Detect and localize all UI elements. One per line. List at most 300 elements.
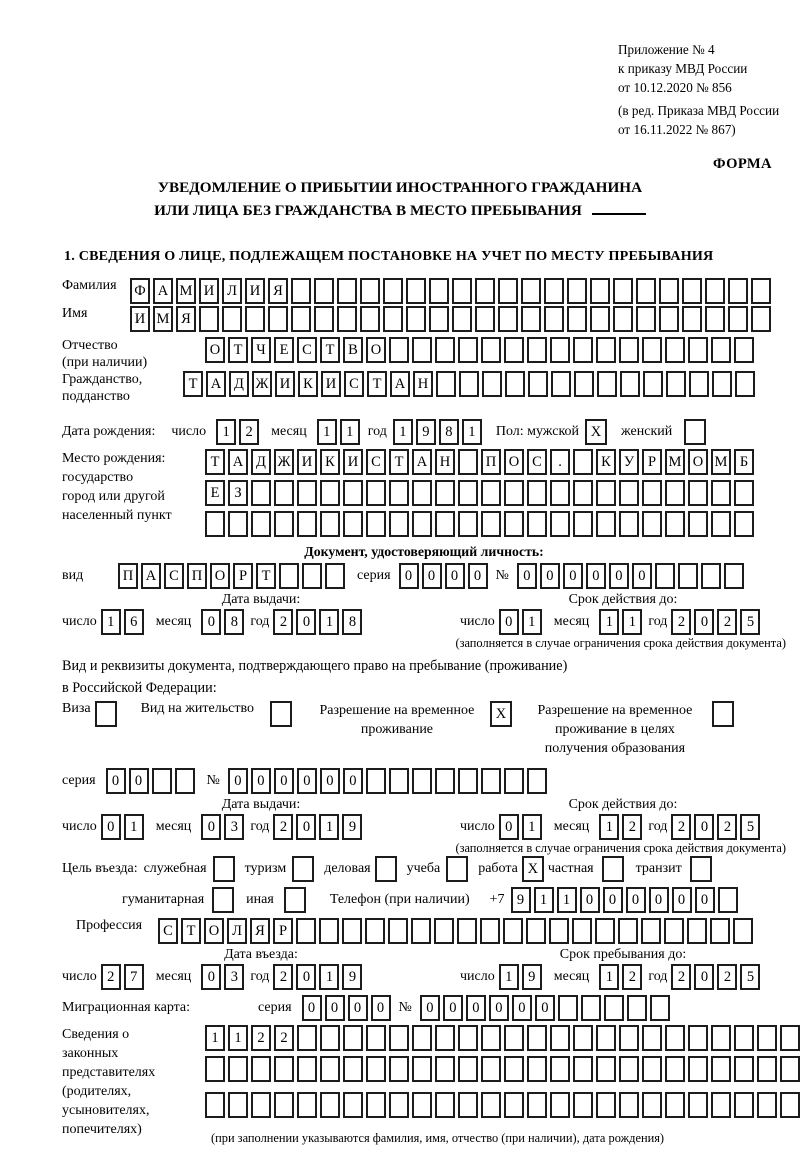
- char-cell[interactable]: [152, 768, 172, 794]
- char-cell[interactable]: [320, 1056, 340, 1082]
- char-cell[interactable]: [596, 1025, 616, 1051]
- char-cell[interactable]: [573, 1025, 593, 1051]
- char-cell[interactable]: [642, 1056, 662, 1082]
- char-cell[interactable]: [297, 511, 317, 537]
- purpose-business-checkbox[interactable]: [375, 856, 397, 882]
- char-cell[interactable]: 1: [101, 609, 121, 635]
- char-cell[interactable]: [573, 337, 593, 363]
- char-cell[interactable]: [620, 371, 640, 397]
- char-cell[interactable]: [643, 371, 663, 397]
- char-cell[interactable]: [550, 1025, 570, 1051]
- char-cell[interactable]: [366, 1056, 386, 1082]
- char-cell[interactable]: [459, 371, 479, 397]
- char-cell[interactable]: [527, 480, 547, 506]
- char-cell[interactable]: [389, 480, 409, 506]
- char-cell[interactable]: 0: [296, 814, 316, 840]
- char-cell[interactable]: [482, 371, 502, 397]
- char-cell[interactable]: [701, 563, 721, 589]
- char-cell[interactable]: 0: [320, 768, 340, 794]
- char-cell[interactable]: [458, 511, 478, 537]
- char-cell[interactable]: 2: [671, 609, 691, 635]
- char-cell[interactable]: [481, 337, 501, 363]
- char-cell[interactable]: [228, 1092, 248, 1118]
- char-cell[interactable]: [389, 768, 409, 794]
- char-cell[interactable]: [279, 563, 299, 589]
- char-cell[interactable]: 0: [586, 563, 606, 589]
- char-cell[interactable]: [319, 918, 339, 944]
- char-cell[interactable]: Д: [251, 449, 271, 475]
- char-cell[interactable]: 1: [228, 1025, 248, 1051]
- char-cell[interactable]: [365, 918, 385, 944]
- char-cell[interactable]: [650, 995, 670, 1021]
- char-cell[interactable]: 0: [540, 563, 560, 589]
- char-cell[interactable]: [475, 306, 495, 332]
- char-cell[interactable]: Р: [233, 563, 253, 589]
- char-cell[interactable]: [320, 1092, 340, 1118]
- char-cell[interactable]: [320, 1025, 340, 1051]
- char-cell[interactable]: [268, 306, 288, 332]
- char-cell[interactable]: [366, 768, 386, 794]
- char-cell[interactable]: [366, 511, 386, 537]
- char-cell[interactable]: 7: [124, 964, 144, 990]
- char-cell[interactable]: [481, 1092, 501, 1118]
- char-cell[interactable]: 0: [420, 995, 440, 1021]
- char-cell[interactable]: О: [204, 918, 224, 944]
- char-cell[interactable]: [544, 278, 564, 304]
- char-cell[interactable]: [435, 480, 455, 506]
- purpose-transit-checkbox[interactable]: [690, 856, 712, 882]
- char-cell[interactable]: [551, 371, 571, 397]
- char-cell[interactable]: Е: [274, 337, 294, 363]
- char-cell[interactable]: Ж: [252, 371, 272, 397]
- char-cell[interactable]: 0: [649, 887, 669, 913]
- char-cell[interactable]: 5: [740, 609, 760, 635]
- char-cell[interactable]: 0: [580, 887, 600, 913]
- char-cell[interactable]: Т: [183, 371, 203, 397]
- char-cell[interactable]: [780, 1056, 800, 1082]
- char-cell[interactable]: 0: [603, 887, 623, 913]
- char-cell[interactable]: [251, 511, 271, 537]
- char-cell[interactable]: С: [297, 337, 317, 363]
- char-cell[interactable]: 1: [522, 814, 542, 840]
- char-cell[interactable]: 8: [224, 609, 244, 635]
- char-cell[interactable]: [435, 337, 455, 363]
- char-cell[interactable]: [475, 278, 495, 304]
- char-cell[interactable]: [655, 563, 675, 589]
- char-cell[interactable]: [412, 511, 432, 537]
- char-cell[interactable]: 0: [201, 609, 221, 635]
- char-cell[interactable]: [712, 371, 732, 397]
- char-cell[interactable]: [343, 1092, 363, 1118]
- char-cell[interactable]: [527, 768, 547, 794]
- char-cell[interactable]: И: [199, 278, 219, 304]
- char-cell[interactable]: [619, 1025, 639, 1051]
- char-cell[interactable]: 1: [599, 609, 619, 635]
- char-cell[interactable]: [343, 1056, 363, 1082]
- char-cell[interactable]: [596, 1092, 616, 1118]
- char-cell[interactable]: [343, 511, 363, 537]
- char-cell[interactable]: [504, 1025, 524, 1051]
- char-cell[interactable]: [595, 918, 615, 944]
- char-cell[interactable]: [728, 306, 748, 332]
- char-cell[interactable]: [222, 306, 242, 332]
- char-cell[interactable]: А: [141, 563, 161, 589]
- sex-female-checkbox[interactable]: [684, 419, 706, 445]
- char-cell[interactable]: 2: [717, 964, 737, 990]
- char-cell[interactable]: [550, 480, 570, 506]
- char-cell[interactable]: [199, 306, 219, 332]
- char-cell[interactable]: [636, 306, 656, 332]
- char-cell[interactable]: 1: [499, 964, 519, 990]
- char-cell[interactable]: [613, 278, 633, 304]
- char-cell[interactable]: [342, 918, 362, 944]
- char-cell[interactable]: 0: [422, 563, 442, 589]
- char-cell[interactable]: О: [210, 563, 230, 589]
- residence-permit-checkbox[interactable]: [270, 701, 292, 727]
- char-cell[interactable]: 1: [216, 419, 236, 445]
- char-cell[interactable]: [458, 1092, 478, 1118]
- char-cell[interactable]: 0: [512, 995, 532, 1021]
- char-cell[interactable]: [659, 306, 679, 332]
- char-cell[interactable]: [251, 1092, 271, 1118]
- char-cell[interactable]: 0: [274, 768, 294, 794]
- char-cell[interactable]: [705, 278, 725, 304]
- char-cell[interactable]: [642, 1025, 662, 1051]
- char-cell[interactable]: [596, 337, 616, 363]
- char-cell[interactable]: [678, 563, 698, 589]
- char-cell[interactable]: 9: [342, 814, 362, 840]
- char-cell[interactable]: [596, 511, 616, 537]
- char-cell[interactable]: [389, 1056, 409, 1082]
- char-cell[interactable]: [618, 918, 638, 944]
- char-cell[interactable]: А: [390, 371, 410, 397]
- char-cell[interactable]: [412, 1056, 432, 1082]
- char-cell[interactable]: С: [344, 371, 364, 397]
- char-cell[interactable]: Р: [273, 918, 293, 944]
- char-cell[interactable]: [458, 449, 478, 475]
- char-cell[interactable]: 2: [101, 964, 121, 990]
- char-cell[interactable]: Т: [228, 337, 248, 363]
- char-cell[interactable]: [389, 337, 409, 363]
- char-cell[interactable]: О: [504, 449, 524, 475]
- char-cell[interactable]: 1: [319, 964, 339, 990]
- char-cell[interactable]: [458, 480, 478, 506]
- char-cell[interactable]: [780, 1092, 800, 1118]
- char-cell[interactable]: [734, 480, 754, 506]
- char-cell[interactable]: Л: [227, 918, 247, 944]
- char-cell[interactable]: 0: [201, 814, 221, 840]
- char-cell[interactable]: С: [158, 918, 178, 944]
- char-cell[interactable]: [688, 480, 708, 506]
- char-cell[interactable]: [458, 1056, 478, 1082]
- char-cell[interactable]: [705, 306, 725, 332]
- temp-residence-education-checkbox[interactable]: [712, 701, 734, 727]
- char-cell[interactable]: [205, 1092, 225, 1118]
- char-cell[interactable]: [619, 337, 639, 363]
- char-cell[interactable]: 0: [371, 995, 391, 1021]
- char-cell[interactable]: 1: [124, 814, 144, 840]
- char-cell[interactable]: [757, 1056, 777, 1082]
- char-cell[interactable]: [503, 918, 523, 944]
- char-cell[interactable]: [549, 918, 569, 944]
- char-cell[interactable]: [734, 511, 754, 537]
- char-cell[interactable]: С: [164, 563, 184, 589]
- char-cell[interactable]: [337, 278, 357, 304]
- char-cell[interactable]: 0: [297, 768, 317, 794]
- char-cell[interactable]: 0: [348, 995, 368, 1021]
- char-cell[interactable]: [572, 918, 592, 944]
- char-cell[interactable]: [527, 1092, 547, 1118]
- char-cell[interactable]: [297, 1092, 317, 1118]
- char-cell[interactable]: [504, 511, 524, 537]
- char-cell[interactable]: [366, 1025, 386, 1051]
- char-cell[interactable]: [590, 278, 610, 304]
- char-cell[interactable]: Б: [734, 449, 754, 475]
- char-cell[interactable]: [360, 306, 380, 332]
- char-cell[interactable]: 0: [499, 609, 519, 635]
- char-cell[interactable]: [481, 1025, 501, 1051]
- purpose-study-checkbox[interactable]: [446, 856, 468, 882]
- char-cell[interactable]: [757, 1025, 777, 1051]
- char-cell[interactable]: [627, 995, 647, 1021]
- char-cell[interactable]: 0: [296, 609, 316, 635]
- char-cell[interactable]: А: [412, 449, 432, 475]
- char-cell[interactable]: [457, 918, 477, 944]
- char-cell[interactable]: [734, 337, 754, 363]
- purpose-humanitarian-checkbox[interactable]: [212, 887, 234, 913]
- char-cell[interactable]: 0: [609, 563, 629, 589]
- char-cell[interactable]: [665, 480, 685, 506]
- char-cell[interactable]: 0: [399, 563, 419, 589]
- char-cell[interactable]: 1: [319, 814, 339, 840]
- char-cell[interactable]: 0: [489, 995, 509, 1021]
- char-cell[interactable]: [711, 1056, 731, 1082]
- char-cell[interactable]: [458, 337, 478, 363]
- char-cell[interactable]: [751, 278, 771, 304]
- char-cell[interactable]: [550, 1056, 570, 1082]
- char-cell[interactable]: А: [228, 449, 248, 475]
- char-cell[interactable]: 0: [445, 563, 465, 589]
- char-cell[interactable]: 8: [342, 609, 362, 635]
- char-cell[interactable]: [735, 371, 755, 397]
- char-cell[interactable]: 1: [557, 887, 577, 913]
- char-cell[interactable]: [251, 480, 271, 506]
- char-cell[interactable]: [734, 1092, 754, 1118]
- char-cell[interactable]: [751, 306, 771, 332]
- char-cell[interactable]: [297, 1025, 317, 1051]
- char-cell[interactable]: [337, 306, 357, 332]
- char-cell[interactable]: 0: [106, 768, 126, 794]
- char-cell[interactable]: [682, 278, 702, 304]
- char-cell[interactable]: 0: [228, 768, 248, 794]
- char-cell[interactable]: Я: [250, 918, 270, 944]
- char-cell[interactable]: [274, 480, 294, 506]
- char-cell[interactable]: [412, 1025, 432, 1051]
- char-cell[interactable]: 1: [340, 419, 360, 445]
- char-cell[interactable]: [504, 337, 524, 363]
- char-cell[interactable]: [412, 1092, 432, 1118]
- char-cell[interactable]: [320, 511, 340, 537]
- char-cell[interactable]: [504, 480, 524, 506]
- char-cell[interactable]: 0: [302, 995, 322, 1021]
- char-cell[interactable]: К: [320, 449, 340, 475]
- char-cell[interactable]: [297, 1056, 317, 1082]
- char-cell[interactable]: [664, 918, 684, 944]
- char-cell[interactable]: М: [153, 306, 173, 332]
- char-cell[interactable]: 1: [534, 887, 554, 913]
- char-cell[interactable]: 1: [462, 419, 482, 445]
- purpose-work-checkbox[interactable]: X: [522, 856, 544, 882]
- char-cell[interactable]: [711, 480, 731, 506]
- char-cell[interactable]: [711, 337, 731, 363]
- char-cell[interactable]: [596, 480, 616, 506]
- char-cell[interactable]: [389, 511, 409, 537]
- char-cell[interactable]: Н: [435, 449, 455, 475]
- char-cell[interactable]: [527, 511, 547, 537]
- char-cell[interactable]: [688, 337, 708, 363]
- char-cell[interactable]: 0: [694, 609, 714, 635]
- char-cell[interactable]: 0: [296, 964, 316, 990]
- char-cell[interactable]: Т: [367, 371, 387, 397]
- char-cell[interactable]: Т: [205, 449, 225, 475]
- char-cell[interactable]: [435, 1056, 455, 1082]
- char-cell[interactable]: [642, 511, 662, 537]
- char-cell[interactable]: М: [665, 449, 685, 475]
- char-cell[interactable]: 9: [416, 419, 436, 445]
- char-cell[interactable]: [688, 1056, 708, 1082]
- char-cell[interactable]: 1: [599, 964, 619, 990]
- char-cell[interactable]: [780, 1025, 800, 1051]
- char-cell[interactable]: 3: [224, 964, 244, 990]
- char-cell[interactable]: [573, 511, 593, 537]
- char-cell[interactable]: [665, 1056, 685, 1082]
- char-cell[interactable]: [383, 306, 403, 332]
- char-cell[interactable]: 2: [274, 1025, 294, 1051]
- char-cell[interactable]: [314, 278, 334, 304]
- char-cell[interactable]: 0: [251, 768, 271, 794]
- char-cell[interactable]: 9: [522, 964, 542, 990]
- char-cell[interactable]: 0: [535, 995, 555, 1021]
- char-cell[interactable]: [550, 337, 570, 363]
- char-cell[interactable]: Н: [413, 371, 433, 397]
- char-cell[interactable]: [527, 1025, 547, 1051]
- char-cell[interactable]: [481, 1056, 501, 1082]
- char-cell[interactable]: 2: [273, 609, 293, 635]
- char-cell[interactable]: [435, 1025, 455, 1051]
- char-cell[interactable]: 0: [694, 964, 714, 990]
- char-cell[interactable]: [388, 918, 408, 944]
- char-cell[interactable]: С: [527, 449, 547, 475]
- char-cell[interactable]: [498, 278, 518, 304]
- sex-male-checkbox[interactable]: X: [585, 419, 607, 445]
- char-cell[interactable]: [481, 768, 501, 794]
- char-cell[interactable]: [274, 1092, 294, 1118]
- char-cell[interactable]: [406, 306, 426, 332]
- char-cell[interactable]: [504, 1056, 524, 1082]
- char-cell[interactable]: [343, 1025, 363, 1051]
- char-cell[interactable]: И: [245, 278, 265, 304]
- char-cell[interactable]: [590, 306, 610, 332]
- char-cell[interactable]: [274, 1056, 294, 1082]
- char-cell[interactable]: 0: [563, 563, 583, 589]
- char-cell[interactable]: К: [596, 449, 616, 475]
- char-cell[interactable]: [296, 918, 316, 944]
- char-cell[interactable]: [343, 480, 363, 506]
- char-cell[interactable]: П: [118, 563, 138, 589]
- char-cell[interactable]: [619, 480, 639, 506]
- char-cell[interactable]: [687, 918, 707, 944]
- char-cell[interactable]: И: [321, 371, 341, 397]
- char-cell[interactable]: 1: [522, 609, 542, 635]
- char-cell[interactable]: 0: [343, 768, 363, 794]
- char-cell[interactable]: 2: [717, 609, 737, 635]
- char-cell[interactable]: 2: [622, 814, 642, 840]
- char-cell[interactable]: И: [130, 306, 150, 332]
- char-cell[interactable]: [435, 511, 455, 537]
- purpose-private-checkbox[interactable]: [602, 856, 624, 882]
- char-cell[interactable]: [366, 1092, 386, 1118]
- char-cell[interactable]: [734, 1025, 754, 1051]
- char-cell[interactable]: Я: [268, 278, 288, 304]
- char-cell[interactable]: [573, 1092, 593, 1118]
- char-cell[interactable]: [389, 1092, 409, 1118]
- char-cell[interactable]: [596, 1056, 616, 1082]
- char-cell[interactable]: П: [481, 449, 501, 475]
- char-cell[interactable]: .: [550, 449, 570, 475]
- char-cell[interactable]: [619, 1092, 639, 1118]
- char-cell[interactable]: И: [343, 449, 363, 475]
- char-cell[interactable]: [711, 1092, 731, 1118]
- char-cell[interactable]: [504, 1092, 524, 1118]
- char-cell[interactable]: Т: [181, 918, 201, 944]
- char-cell[interactable]: [429, 306, 449, 332]
- char-cell[interactable]: М: [711, 449, 731, 475]
- char-cell[interactable]: А: [153, 278, 173, 304]
- char-cell[interactable]: 0: [468, 563, 488, 589]
- char-cell[interactable]: [435, 768, 455, 794]
- char-cell[interactable]: [436, 371, 456, 397]
- char-cell[interactable]: А: [206, 371, 226, 397]
- char-cell[interactable]: 0: [632, 563, 652, 589]
- char-cell[interactable]: [383, 278, 403, 304]
- char-cell[interactable]: [245, 306, 265, 332]
- char-cell[interactable]: [505, 371, 525, 397]
- char-cell[interactable]: [412, 768, 432, 794]
- char-cell[interactable]: [452, 278, 472, 304]
- char-cell[interactable]: [458, 768, 478, 794]
- char-cell[interactable]: О: [688, 449, 708, 475]
- char-cell[interactable]: Ч: [251, 337, 271, 363]
- char-cell[interactable]: [550, 1092, 570, 1118]
- char-cell[interactable]: Я: [176, 306, 196, 332]
- char-cell[interactable]: [665, 1025, 685, 1051]
- char-cell[interactable]: В: [343, 337, 363, 363]
- char-cell[interactable]: 9: [342, 964, 362, 990]
- char-cell[interactable]: [205, 511, 225, 537]
- char-cell[interactable]: 0: [201, 964, 221, 990]
- char-cell[interactable]: У: [619, 449, 639, 475]
- char-cell[interactable]: [389, 1025, 409, 1051]
- char-cell[interactable]: [642, 337, 662, 363]
- char-cell[interactable]: Т: [256, 563, 276, 589]
- char-cell[interactable]: [458, 1025, 478, 1051]
- char-cell[interactable]: [320, 480, 340, 506]
- char-cell[interactable]: 2: [622, 964, 642, 990]
- char-cell[interactable]: Л: [222, 278, 242, 304]
- char-cell[interactable]: [682, 306, 702, 332]
- char-cell[interactable]: 0: [626, 887, 646, 913]
- char-cell[interactable]: [406, 278, 426, 304]
